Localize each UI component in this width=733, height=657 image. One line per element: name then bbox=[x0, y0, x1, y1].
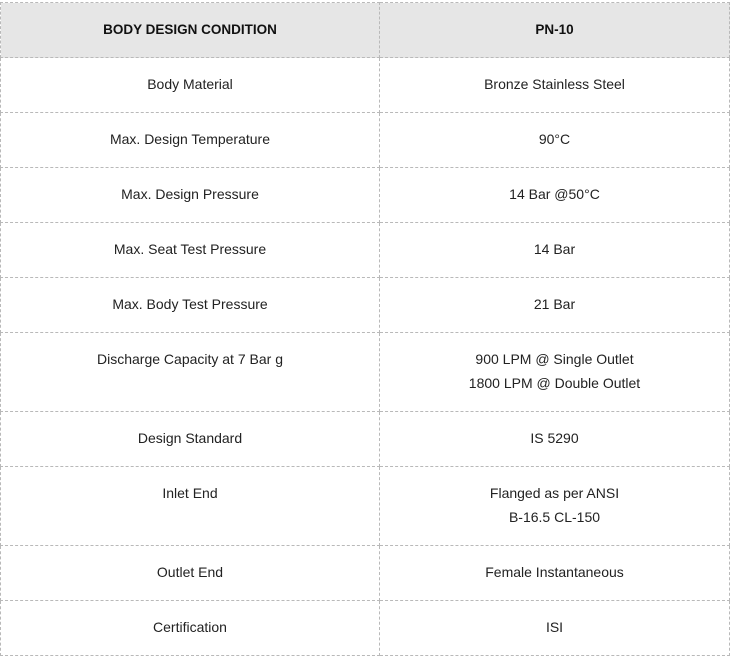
row-label: Max. Design Temperature bbox=[1, 113, 380, 168]
row-value bbox=[380, 223, 730, 278]
row-label: Design Standard bbox=[1, 412, 380, 467]
row-value-line: Bronze Stainless Steel bbox=[484, 76, 625, 92]
row-value-line: 900 LPM @ Single Outlet bbox=[475, 351, 634, 367]
row-value-line: 14 Bar bbox=[533, 241, 576, 257]
column-header-condition: BODY DESIGN CONDITION bbox=[1, 3, 380, 58]
table-header-row bbox=[1, 3, 730, 58]
row-value bbox=[380, 333, 730, 412]
table-row bbox=[1, 412, 730, 467]
row-label: Certification bbox=[1, 601, 380, 656]
table-row bbox=[1, 467, 730, 546]
row-value bbox=[380, 278, 730, 333]
row-value bbox=[380, 546, 730, 601]
row-value-line: ISI bbox=[545, 619, 564, 635]
spec-table bbox=[0, 2, 730, 656]
column-header-rating: PN-10 bbox=[380, 3, 730, 58]
row-value-line: Flanged as per ANSI bbox=[489, 485, 620, 501]
table-row bbox=[1, 333, 730, 412]
row-value-line: 90°C bbox=[538, 131, 571, 147]
row-value bbox=[380, 58, 730, 113]
row-value bbox=[380, 168, 730, 223]
table-row bbox=[1, 168, 730, 223]
row-label: Inlet End bbox=[1, 467, 380, 546]
table-row bbox=[1, 58, 730, 113]
row-value-line: 14 Bar @50°C bbox=[509, 186, 600, 202]
row-value bbox=[380, 601, 730, 656]
row-value-line: B-16.5 CL-150 bbox=[508, 509, 601, 525]
row-label: Body Material bbox=[1, 58, 380, 113]
row-label: Max. Seat Test Pressure bbox=[1, 223, 380, 278]
table-row bbox=[1, 223, 730, 278]
row-value-line: 1800 LPM @ Double Outlet bbox=[468, 375, 641, 391]
table-row bbox=[1, 546, 730, 601]
row-value-line: Female Instantaneous bbox=[485, 564, 624, 580]
row-value bbox=[380, 467, 730, 546]
row-value-line: 21 Bar bbox=[533, 296, 576, 312]
row-value bbox=[380, 113, 730, 168]
row-label: Max. Body Test Pressure bbox=[1, 278, 380, 333]
row-value bbox=[380, 412, 730, 467]
row-value-line: IS 5290 bbox=[530, 430, 579, 446]
table-row bbox=[1, 278, 730, 333]
row-label: Discharge Capacity at 7 Bar g bbox=[1, 333, 380, 412]
row-label: Outlet End bbox=[1, 546, 380, 601]
table-row bbox=[1, 601, 730, 656]
table-row bbox=[1, 113, 730, 168]
row-label: Max. Design Pressure bbox=[1, 168, 380, 223]
